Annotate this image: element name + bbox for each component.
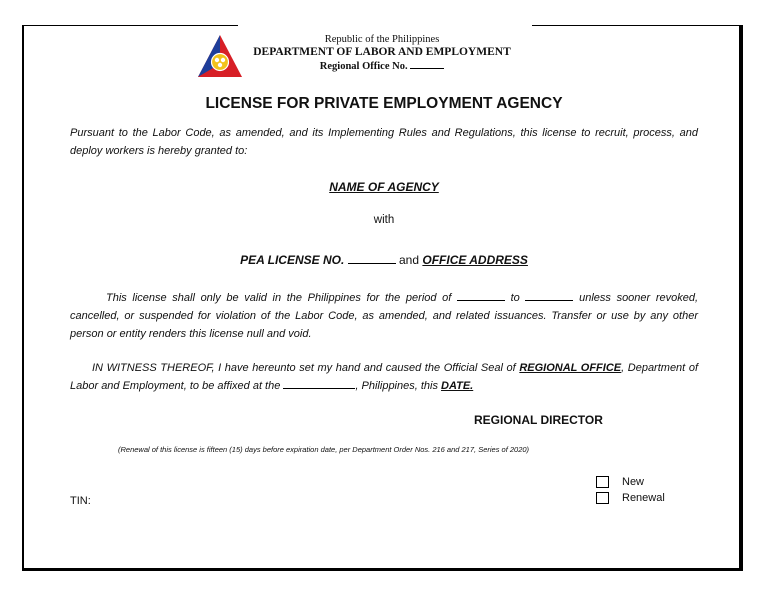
regional-office-line [232, 59, 532, 73]
pea-and: and [399, 253, 420, 267]
letterhead [232, 33, 532, 73]
witness-text-2: , Department of Labor and Employment, to be affixed at the [70, 362, 698, 392]
new-label: New [622, 476, 645, 488]
witness-regional-office: REGIONAL OFFICE [519, 362, 622, 374]
witness-paragraph [70, 359, 698, 395]
validity-paragraph [70, 289, 698, 343]
department-line: DEPARTMENT OF LABOR AND EMPLOYMENT [253, 46, 511, 58]
renewal-note: (Renewal of this license is fifteen (15) days before expiration date, per Department Order Nos. 216 and 217, Series of 2020) [118, 445, 530, 454]
witness-date: DATE. [441, 380, 474, 392]
validity-text-1: This license shall only be valid in the Philippines for the period of [106, 292, 452, 304]
witness-text-1: IN WITNESS THEREOF, I have hereunto set my hand and caused the Official Seal of [92, 362, 516, 374]
new-option[interactable] [596, 476, 644, 488]
validity-text-2: unless sooner revoked, cancelled, or suspended for violation of the Labor Code, as amended, and related issuances. Transfer or use by any other person or entity renders this license null and void. [70, 292, 699, 340]
renewal-checkbox[interactable] [596, 492, 609, 504]
office-address-label: OFFICE ADDRESS [422, 253, 528, 267]
regional-director-signatory: REGIONAL DIRECTOR [474, 413, 603, 427]
new-checkbox[interactable] [596, 476, 609, 488]
page-title: LICENSE FOR PRIVATE EMPLOYMENT AGENCY [205, 95, 563, 112]
agency-name: NAME OF AGENCY [329, 180, 439, 194]
intro-paragraph: Pursuant to the Labor Code, as amended, and its Implementing Rules and Regulations, this license to recruit, process, and deploy workers is hereby granted to: [70, 127, 698, 157]
period-end-blank [525, 290, 573, 301]
tin-label: TIN: [70, 495, 91, 507]
pea-line [0, 253, 768, 267]
renewal-label: Renewal [622, 492, 665, 504]
place-blank [283, 378, 355, 389]
border-gap [238, 23, 532, 29]
validity-to: to [510, 292, 520, 304]
republic-line: Republic of the Philippines [324, 34, 440, 45]
renewal-option[interactable] [596, 492, 665, 504]
regional-office-label: Regional Office No. [319, 61, 408, 72]
pea-license-blank [348, 253, 396, 264]
period-start-blank [457, 290, 505, 301]
witness-text-3: , Philippines, this [355, 380, 438, 392]
pea-license-label: PEA LICENSE NO. [240, 253, 345, 267]
regional-office-blank [410, 59, 444, 69]
with-label: with [373, 214, 395, 226]
